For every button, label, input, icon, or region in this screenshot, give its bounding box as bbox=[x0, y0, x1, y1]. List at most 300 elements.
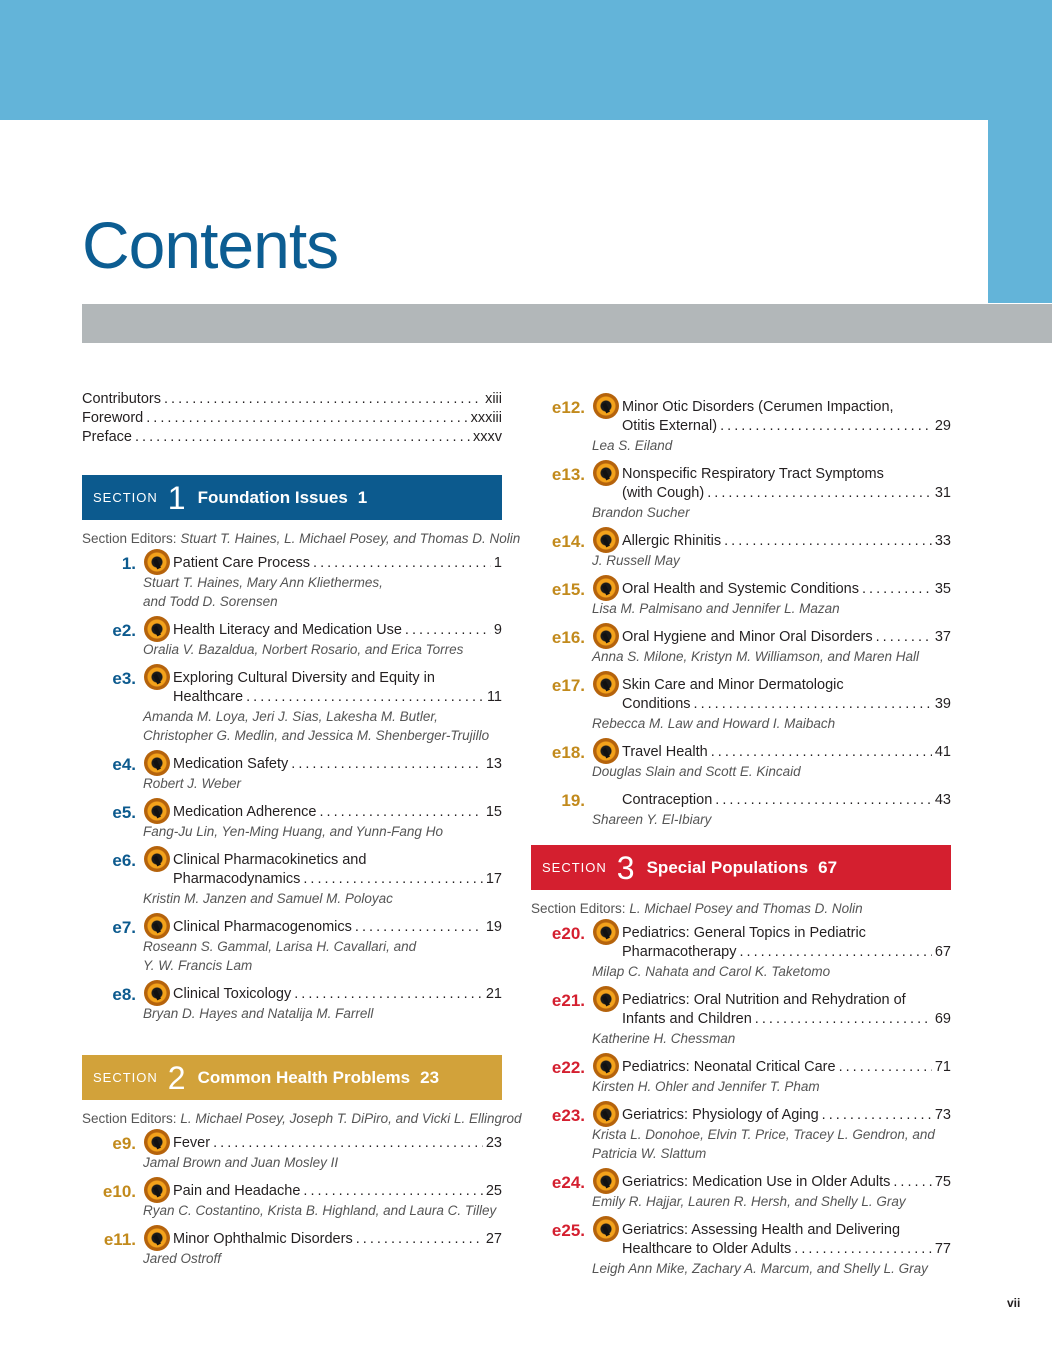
online-chapter-icon bbox=[593, 1053, 619, 1079]
online-chapter-icon bbox=[144, 846, 170, 872]
chapter-title-line: Minor Otic Disorders (Cerumen Impaction, bbox=[622, 399, 894, 415]
chapter-page: 33 bbox=[934, 533, 951, 549]
dot-leader bbox=[862, 580, 932, 599]
chapter-title-row bbox=[622, 1173, 951, 1192]
author-line: Emily R. Hajjar, Lauren R. Hersh, and Shelly L. Gray bbox=[592, 1194, 906, 1209]
chapter-number: e8. bbox=[112, 985, 136, 1004]
chapter-page: 71 bbox=[934, 1059, 951, 1075]
chapter-body bbox=[592, 1106, 951, 1163]
chapter-title-row bbox=[173, 1230, 502, 1249]
section-label: SECTION bbox=[93, 490, 158, 505]
chapter-body bbox=[592, 398, 951, 455]
section-number: 2 bbox=[167, 1059, 186, 1096]
chapter-authors bbox=[592, 1077, 951, 1096]
chapter-title: Allergic Rhinitis bbox=[622, 533, 722, 549]
chapter-page: 29 bbox=[934, 418, 951, 434]
section-page: 1 bbox=[357, 487, 368, 507]
dot-leader bbox=[303, 870, 483, 889]
chapter-authors bbox=[592, 962, 951, 981]
online-chapter-icon bbox=[593, 1216, 619, 1242]
chapter-number: e10. bbox=[102, 1182, 136, 1201]
author-line: Krista L. Donohoe, Elvin T. Price, Tracey L. Gendron, and bbox=[592, 1127, 935, 1142]
dot-leader bbox=[876, 628, 932, 647]
online-chapter-icon bbox=[593, 623, 619, 649]
chapter-title-row bbox=[173, 1134, 502, 1153]
dot-leader bbox=[694, 695, 932, 714]
chapter-page: 1 bbox=[493, 555, 502, 571]
dot-leader bbox=[711, 743, 932, 762]
author-line: Anna S. Milone, Kristyn M. Williamson, and Maren Hall bbox=[592, 649, 919, 664]
chapter-title-row bbox=[622, 943, 951, 962]
chapter-body bbox=[592, 465, 951, 522]
chapter-title: Pharmacotherapy bbox=[622, 944, 737, 960]
chapter-number: 19. bbox=[561, 791, 585, 810]
online-chapter-icon bbox=[593, 919, 619, 945]
chapter-title-row bbox=[622, 1058, 951, 1077]
chapter-number: e9. bbox=[112, 1134, 136, 1153]
chapter-authors bbox=[592, 436, 951, 455]
online-chapter-icon bbox=[144, 980, 170, 1006]
side-band bbox=[988, 120, 1052, 303]
author-line: Christopher G. Medlin, and Jessica M. Shenberger-Trujillo bbox=[143, 728, 490, 743]
chapter-title: Minor Ophthalmic Disorders bbox=[173, 1231, 353, 1247]
chapter-body bbox=[592, 1221, 951, 1278]
chapter-number: 1. bbox=[121, 554, 136, 573]
chapter-entry[interactable] bbox=[531, 1221, 951, 1278]
chapter-authors bbox=[143, 1201, 502, 1220]
chapter-title-row bbox=[173, 755, 502, 774]
author-line: and Todd D. Sorensen bbox=[143, 594, 278, 609]
section-1 bbox=[82, 475, 521, 1023]
chapter-authors bbox=[592, 714, 951, 733]
chapter-entry[interactable] bbox=[82, 1182, 502, 1220]
chapter-title: Infants and Children bbox=[622, 1011, 752, 1027]
chapter-entry[interactable] bbox=[82, 755, 502, 793]
chapter-number: e14. bbox=[551, 532, 585, 551]
chapter-authors bbox=[143, 573, 502, 611]
chapter-entry[interactable] bbox=[531, 465, 951, 522]
chapter-number: e21. bbox=[551, 991, 585, 1010]
chapter-title-row bbox=[622, 791, 951, 810]
chapter-number: e3. bbox=[112, 669, 136, 688]
section-label: SECTION bbox=[542, 860, 607, 875]
chapter-entry[interactable] bbox=[82, 621, 502, 659]
chapter-authors bbox=[592, 1259, 951, 1278]
toc-right-column bbox=[531, 390, 951, 1288]
chapter-page: 35 bbox=[934, 581, 951, 597]
chapter-title-line: Pediatrics: General Topics in Pediatric bbox=[622, 925, 866, 941]
chapter-title-line: Nonspecific Respiratory Tract Symptoms bbox=[622, 466, 884, 482]
dot-leader bbox=[715, 791, 932, 810]
chapter-title: Pain and Headache bbox=[173, 1183, 301, 1199]
chapter-page: 69 bbox=[934, 1011, 951, 1027]
chapter-authors bbox=[143, 707, 502, 745]
chapter-page: 37 bbox=[934, 629, 951, 645]
author-line: Rebecca M. Law and Howard I. Maibach bbox=[592, 716, 836, 731]
chapter-title-row bbox=[622, 695, 951, 714]
chapter-page: 67 bbox=[934, 944, 951, 960]
dot-leader bbox=[720, 417, 932, 436]
chapter-title: Healthcare bbox=[173, 689, 244, 705]
chapter-title: Health Literacy and Medication Use bbox=[173, 622, 402, 638]
chapter-authors bbox=[143, 889, 502, 908]
chapter-body bbox=[143, 669, 502, 745]
chapter-body bbox=[592, 1173, 951, 1211]
chapter-entry[interactable] bbox=[531, 532, 951, 570]
online-chapter-icon bbox=[593, 986, 619, 1012]
author-line: Leigh Ann Mike, Zachary A. Marcum, and Shelly L. Gray bbox=[592, 1261, 928, 1276]
chapter-title: Patient Care Process bbox=[173, 555, 311, 571]
section-title: Special Populations bbox=[646, 857, 809, 877]
dot-leader bbox=[839, 1058, 932, 1077]
chapter-authors bbox=[592, 551, 951, 570]
dot-leader bbox=[320, 803, 483, 822]
dot-leader bbox=[146, 409, 467, 428]
chapter-body bbox=[592, 676, 951, 733]
chapter-entry[interactable] bbox=[531, 1058, 951, 1096]
author-line: Amanda M. Loya, Jeri J. Sias, Lakesha M. Butler, bbox=[143, 709, 438, 724]
title-rule bbox=[82, 304, 1052, 343]
chapter-number: e4. bbox=[112, 755, 136, 774]
chapter-body bbox=[592, 924, 951, 981]
chapter-body bbox=[143, 1134, 502, 1172]
dot-leader bbox=[739, 943, 931, 962]
section-page: 23 bbox=[420, 1067, 440, 1087]
chapter-title: Medication Adherence bbox=[173, 804, 317, 820]
dot-leader bbox=[135, 428, 470, 447]
chapter-title-row bbox=[173, 803, 502, 822]
chapter-title: Healthcare to Older Adults bbox=[622, 1241, 792, 1257]
chapter-number: e11. bbox=[103, 1230, 136, 1249]
author-line: Katherine H. Chessman bbox=[592, 1031, 736, 1046]
chapter-title-row bbox=[622, 743, 951, 762]
chapter-entry[interactable] bbox=[82, 1134, 502, 1172]
section-editors bbox=[82, 531, 521, 546]
dot-leader bbox=[355, 918, 483, 937]
section-2-continued bbox=[531, 398, 951, 829]
section-2 bbox=[82, 1055, 522, 1268]
chapter-page: 31 bbox=[934, 485, 951, 501]
chapter-entry[interactable] bbox=[82, 985, 502, 1023]
chapter-body bbox=[143, 1182, 502, 1220]
chapter-entry[interactable] bbox=[531, 991, 951, 1048]
chapter-number: e6. bbox=[112, 851, 136, 870]
chapter-body bbox=[592, 580, 951, 618]
dot-leader bbox=[356, 1230, 483, 1249]
chapter-title: (with Cough) bbox=[622, 485, 705, 501]
online-chapter-icon bbox=[144, 1129, 170, 1155]
chapter-title: Geriatrics: Medication Use in Older Adults bbox=[622, 1174, 891, 1190]
chapter-title-row bbox=[622, 580, 951, 599]
chapter-number: e12. bbox=[551, 398, 585, 417]
chapter-number: e20. bbox=[551, 924, 585, 943]
online-chapter-icon bbox=[144, 616, 170, 642]
author-line: Shareen Y. El-Ibiary bbox=[592, 812, 712, 827]
author-line: Oralia V. Bazaldua, Norbert Rosario, and Erica Torres bbox=[143, 642, 464, 657]
chapter-body bbox=[143, 803, 502, 841]
chapter-entry[interactable] bbox=[531, 1173, 951, 1211]
page-title: Contents bbox=[82, 208, 339, 282]
chapter-authors bbox=[143, 774, 502, 793]
dot-leader bbox=[313, 554, 491, 573]
chapter-page: 21 bbox=[485, 986, 502, 1002]
section-title: Common Health Problems bbox=[197, 1067, 411, 1087]
chapter-body bbox=[143, 985, 502, 1023]
chapter-title-row bbox=[173, 621, 502, 640]
author-line: Ryan C. Costantino, Krista B. Highland, and Laura C. Tilley bbox=[143, 1203, 497, 1218]
chapter-page: 19 bbox=[485, 919, 502, 935]
chapter-number: e17. bbox=[551, 676, 585, 695]
dot-leader bbox=[291, 755, 483, 774]
chapter-authors bbox=[143, 1004, 502, 1023]
chapter-page: 9 bbox=[493, 622, 502, 638]
chapter-body bbox=[592, 628, 951, 666]
chapter-authors bbox=[592, 1125, 951, 1163]
chapter-number: e24. bbox=[551, 1173, 585, 1192]
editors-names: L. Michael Posey, Joseph T. DiPiro, and Vicki L. Ellingrod bbox=[180, 1111, 522, 1126]
online-chapter-icon bbox=[593, 393, 619, 419]
online-chapter-icon bbox=[144, 1225, 170, 1251]
chapter-number: e5. bbox=[112, 803, 136, 822]
chapter-title: Medication Safety bbox=[173, 756, 289, 772]
chapter-title: Oral Health and Systemic Conditions bbox=[622, 581, 859, 597]
chapter-page: 13 bbox=[485, 756, 502, 772]
header-band bbox=[0, 0, 1052, 120]
chapter-body bbox=[592, 791, 951, 829]
editors-names: Stuart T. Haines, L. Michael Posey, and Thomas D. Nolin bbox=[180, 531, 521, 546]
chapter-title-row bbox=[173, 918, 502, 937]
dot-leader bbox=[164, 390, 482, 409]
chapter-title-row bbox=[622, 417, 951, 436]
front-matter-title: Preface bbox=[82, 429, 132, 445]
online-chapter-icon bbox=[593, 460, 619, 486]
author-line: Fang-Ju Lin, Yen-Ming Huang, and Yunn-Fang Ho bbox=[143, 824, 443, 839]
chapter-authors bbox=[143, 640, 502, 659]
chapter-title-line: Geriatrics: Assessing Health and Delivering bbox=[622, 1222, 901, 1238]
front-matter-item[interactable] bbox=[82, 428, 502, 447]
editors-label: Section Editors: bbox=[531, 901, 626, 916]
chapter-authors bbox=[592, 1029, 951, 1048]
section-label: SECTION bbox=[93, 1070, 158, 1085]
chapter-entry[interactable] bbox=[82, 669, 502, 745]
section-3 bbox=[531, 845, 951, 1278]
chapter-entry[interactable] bbox=[531, 791, 951, 829]
chapter-title-row bbox=[173, 870, 502, 889]
chapter-number: e22. bbox=[551, 1058, 585, 1077]
chapter-entry[interactable] bbox=[531, 398, 951, 455]
chapter-entry[interactable] bbox=[531, 628, 951, 666]
author-line: Robert J. Weber bbox=[143, 776, 242, 791]
chapter-title-row bbox=[622, 484, 951, 503]
chapter-body bbox=[143, 1230, 502, 1268]
front-matter-page: xxxv bbox=[473, 429, 502, 445]
author-line: Roseann S. Gammal, Larisa H. Cavallari, and bbox=[143, 939, 417, 954]
chapter-authors bbox=[592, 647, 951, 666]
online-chapter-icon bbox=[593, 1168, 619, 1194]
front-matter-item[interactable] bbox=[82, 409, 502, 428]
chapter-number: e7. bbox=[112, 918, 136, 937]
chapter-number: e2. bbox=[112, 621, 136, 640]
chapter-title: Contraception bbox=[622, 792, 713, 808]
chapter-body bbox=[592, 991, 951, 1048]
section-header[interactable] bbox=[531, 845, 951, 890]
chapter-entry[interactable] bbox=[82, 851, 502, 908]
online-chapter-icon bbox=[593, 738, 619, 764]
front-matter-item[interactable] bbox=[82, 390, 502, 409]
front-matter-title: Contributors bbox=[82, 391, 161, 407]
chapter-title-line: Pediatrics: Oral Nutrition and Rehydration of bbox=[622, 992, 906, 1008]
editors-label: Section Editors: bbox=[82, 1111, 177, 1126]
chapter-title-line: Clinical Pharmacokinetics and bbox=[173, 852, 367, 868]
chapter-number: e15. bbox=[551, 580, 585, 599]
chapter-page: 73 bbox=[934, 1107, 951, 1123]
chapter-authors bbox=[143, 822, 502, 841]
dot-leader bbox=[893, 1173, 932, 1192]
chapter-entry[interactable] bbox=[531, 924, 951, 981]
chapter-authors bbox=[592, 810, 951, 829]
chapter-title: Otitis External) bbox=[622, 418, 718, 434]
chapter-number: e25. bbox=[551, 1221, 585, 1240]
author-line: Bryan D. Hayes and Natalija M. Farrell bbox=[143, 1006, 374, 1021]
front-matter-title: Foreword bbox=[82, 410, 144, 426]
section-number: 3 bbox=[616, 849, 635, 886]
chapter-title: Clinical Toxicology bbox=[173, 986, 292, 1002]
dot-leader bbox=[246, 688, 484, 707]
chapter-title: Geriatrics: Physiology of Aging bbox=[622, 1107, 819, 1123]
chapter-title: Pharmacodynamics bbox=[173, 871, 301, 887]
chapter-title-row bbox=[173, 985, 502, 1004]
dot-leader bbox=[213, 1134, 483, 1153]
chapter-title: Pediatrics: Neonatal Critical Care bbox=[622, 1059, 836, 1075]
online-chapter-icon bbox=[144, 1177, 170, 1203]
chapter-title: Travel Health bbox=[622, 744, 708, 760]
online-chapter-icon bbox=[593, 671, 619, 697]
chapter-body bbox=[592, 743, 951, 781]
author-line: J. Russell May bbox=[592, 553, 680, 568]
chapter-page: 11 bbox=[486, 689, 502, 705]
page-number: vii bbox=[1007, 1296, 1021, 1310]
dot-leader bbox=[794, 1240, 932, 1259]
chapter-title-row bbox=[173, 688, 502, 707]
section-editors bbox=[531, 901, 951, 916]
chapter-authors bbox=[143, 937, 502, 975]
dot-leader bbox=[755, 1010, 932, 1029]
front-matter-page: xxxiii bbox=[470, 410, 502, 426]
author-line: Milap C. Nahata and Carol K. Taketomo bbox=[592, 964, 831, 979]
chapter-authors bbox=[592, 599, 951, 618]
chapter-body bbox=[143, 851, 502, 908]
chapter-entry[interactable] bbox=[531, 743, 951, 781]
chapter-page: 23 bbox=[485, 1135, 502, 1151]
online-chapter-icon bbox=[144, 664, 170, 690]
chapter-body bbox=[143, 755, 502, 793]
chapter-entry[interactable] bbox=[531, 1106, 951, 1163]
section-number: 1 bbox=[167, 479, 186, 516]
chapter-body bbox=[143, 621, 502, 659]
chapter-page: 27 bbox=[485, 1231, 502, 1247]
dot-leader bbox=[822, 1106, 932, 1125]
chapter-number: e18. bbox=[551, 743, 585, 762]
author-line: Stuart T. Haines, Mary Ann Kliethermes, bbox=[143, 575, 383, 590]
chapter-entry[interactable] bbox=[82, 554, 502, 611]
author-line: Lea S. Eiland bbox=[592, 438, 673, 453]
online-chapter-icon bbox=[593, 527, 619, 553]
chapter-entry[interactable] bbox=[82, 803, 502, 841]
chapter-entry[interactable] bbox=[531, 676, 951, 733]
chapter-entry[interactable] bbox=[531, 580, 951, 618]
chapter-title-row bbox=[173, 1182, 502, 1201]
online-chapter-icon bbox=[144, 549, 170, 575]
online-chapter-icon bbox=[144, 913, 170, 939]
chapter-page: 39 bbox=[934, 696, 951, 712]
chapter-title-line: Skin Care and Minor Dermatologic bbox=[622, 677, 844, 693]
chapter-number: e23. bbox=[551, 1106, 585, 1125]
chapter-page: 25 bbox=[485, 1183, 502, 1199]
section-header[interactable] bbox=[82, 1055, 502, 1100]
author-line: Kristin M. Janzen and Samuel M. Poloyac bbox=[143, 891, 393, 906]
dot-leader bbox=[405, 621, 491, 640]
chapter-authors bbox=[592, 503, 951, 522]
chapter-body bbox=[592, 1058, 951, 1096]
chapter-body bbox=[143, 918, 502, 975]
section-page: 67 bbox=[818, 857, 838, 877]
chapter-body bbox=[143, 554, 502, 611]
section-header[interactable] bbox=[82, 475, 502, 520]
chapter-page: 43 bbox=[934, 792, 951, 808]
chapter-page: 17 bbox=[485, 871, 502, 887]
chapter-title-row bbox=[622, 1010, 951, 1029]
chapter-authors bbox=[592, 1192, 951, 1211]
chapter-title: Clinical Pharmacogenomics bbox=[173, 919, 352, 935]
online-chapter-icon bbox=[144, 750, 170, 776]
chapter-page: 41 bbox=[934, 744, 951, 760]
chapter-number: e16. bbox=[551, 628, 585, 647]
chapter-title: Conditions bbox=[622, 696, 691, 712]
chapter-entry[interactable] bbox=[82, 918, 502, 975]
chapter-title: Fever bbox=[173, 1135, 211, 1151]
chapter-authors bbox=[143, 1153, 502, 1172]
toc-left-column bbox=[82, 390, 522, 1278]
chapter-title-row bbox=[622, 628, 951, 647]
chapter-title-row bbox=[622, 1240, 951, 1259]
author-line: Douglas Slain and Scott E. Kincaid bbox=[592, 764, 801, 779]
chapter-title: Oral Hygiene and Minor Oral Disorders bbox=[622, 629, 873, 645]
dot-leader bbox=[707, 484, 932, 503]
chapter-entry[interactable] bbox=[82, 1230, 502, 1268]
dot-leader bbox=[303, 1182, 482, 1201]
author-line: Lisa M. Palmisano and Jennifer L. Mazan bbox=[592, 601, 840, 616]
author-line: Patricia W. Slattum bbox=[592, 1146, 707, 1161]
front-matter-list bbox=[82, 390, 502, 447]
section-editors bbox=[82, 1111, 522, 1126]
editors-label: Section Editors: bbox=[82, 531, 177, 546]
section-title: Foundation Issues bbox=[197, 487, 348, 507]
online-chapter-icon bbox=[593, 575, 619, 601]
online-chapter-icon bbox=[144, 798, 170, 824]
author-line: Jamal Brown and Juan Mosley II bbox=[143, 1155, 339, 1170]
front-matter-page: xiii bbox=[485, 391, 502, 407]
chapter-body bbox=[592, 532, 951, 570]
chapter-authors bbox=[592, 762, 951, 781]
chapter-authors bbox=[143, 1249, 502, 1268]
online-chapter-icon bbox=[593, 1101, 619, 1127]
chapter-page: 75 bbox=[934, 1174, 951, 1190]
dot-leader bbox=[724, 532, 932, 551]
editors-names: L. Michael Posey and Thomas D. Nolin bbox=[629, 901, 863, 916]
chapter-page: 77 bbox=[934, 1241, 951, 1257]
author-line: Y. W. Francis Lam bbox=[143, 958, 253, 973]
chapter-number: e13. bbox=[551, 465, 585, 484]
